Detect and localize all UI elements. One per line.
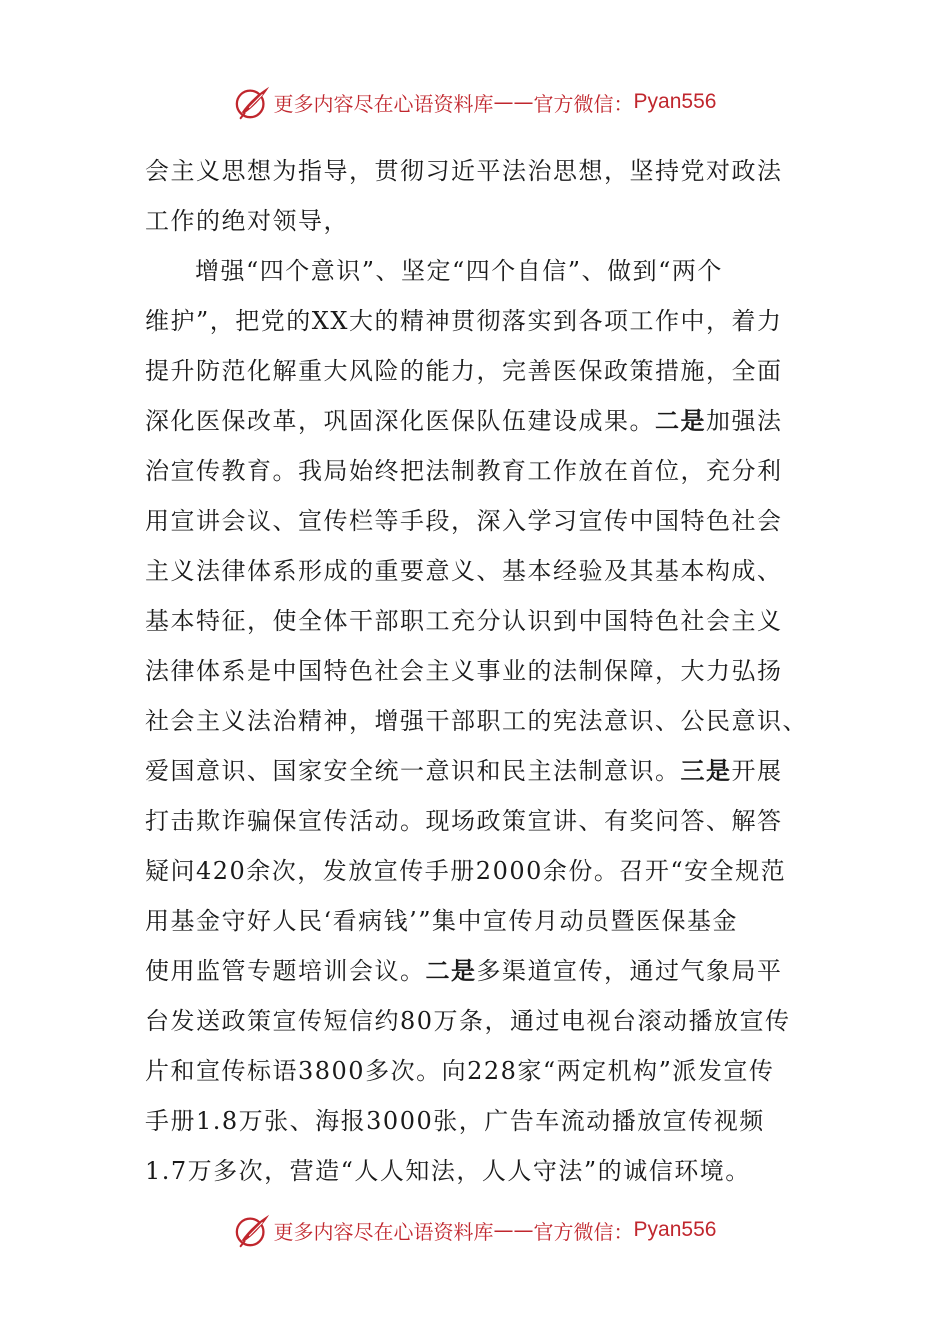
text-line (145, 396, 795, 446)
quill-pen-logo-icon (234, 1211, 272, 1249)
text-line: 1.7万多次，营造“人人知法，人人守法”的诚信环境。 (145, 1157, 751, 1185)
banner-dash: —— (493, 1218, 534, 1242)
footer-banner (0, 1208, 950, 1252)
text-line (145, 946, 795, 996)
text-line: 用宣讲会议、宣传栏等手段，深入学习宣传中国特色社会 (145, 507, 783, 535)
banner-wechat-id: Pyan556 (633, 90, 717, 113)
text-line: 社会主义法治精神，增强干部职工的宪法意识、公民意识、 (145, 707, 808, 735)
text-segment: 深化医保改革，巩固深化医保队伍建设成果。 (145, 407, 655, 435)
text-line: 手册1.8万张、海报3000张，广告车流动播放宣传视频 (145, 1107, 765, 1135)
bold-enumerator: 二是 (655, 406, 706, 435)
text-segment: 多渠道宣传，通过气象局平 (476, 957, 783, 985)
text-segment: 使用监管专题培训会议。 (145, 957, 426, 985)
text-line: 主义法律体系形成的重要意义、基本经验及其基本构成、 (145, 557, 783, 585)
document-body (145, 146, 808, 1196)
text-segment: 爱国意识、国家安全统一意识和民主法制意识。 (145, 757, 681, 785)
text-line: 维护”，把党的XX大的精神贯彻落实到各项工作中，着力 (145, 307, 783, 335)
text-line: 台发送政策宣传短信约80万条，通过电视台滚动播放宣传 (145, 1007, 791, 1035)
text-line: 用基金守好人民‘看病钱’”集中宣传月动员暨医保基金 (145, 907, 739, 935)
bold-enumerator: 二是 (425, 956, 477, 985)
banner-text: 更多内容尽在心语资料库 (273, 91, 494, 116)
banner-dash: —— (493, 90, 534, 114)
text-line: 会主义思想为指导，贯彻习近平法治思想，坚持党对政法 (145, 157, 783, 185)
header-banner (0, 80, 950, 124)
paragraph-start-line: 增强“四个意识”、坚定“四个自信”、做到“两个 (195, 257, 723, 285)
text-line: 基本特征，使全体干部职工充分认识到中国特色社会主义 (145, 607, 783, 635)
text-segment: 加强法 (706, 407, 783, 435)
bold-enumerator: 三是 (680, 756, 732, 785)
text-line: 疑问420余次，发放宣传手册2000余份。召开“安全规范 (145, 857, 787, 885)
text-line: 打击欺诈骗保宣传活动。现场政策宣讲、有奖问答、解答 (145, 807, 783, 835)
text-line: 提升防范化解重大风险的能力，完善医保政策措施，全面 (145, 357, 783, 385)
banner-text: 更多内容尽在心语资料库 (273, 1219, 494, 1244)
text-segment: 开展 (731, 757, 783, 785)
text-line: 片和宣传标语3800多次。向228家“两定机构”派发宣传 (145, 1057, 775, 1085)
text-line: 治宣传教育。我局始终把法制教育工作放在首位，充分利 (145, 457, 783, 485)
banner-wechat-id: Pyan556 (633, 1218, 717, 1241)
text-line: 法律体系是中国特色社会主义事业的法制保障，大力弘扬 (145, 657, 783, 685)
text-line (145, 746, 795, 796)
banner-wechat-label: 官方微信： (533, 1219, 634, 1244)
banner-wechat-label: 官方微信： (533, 91, 634, 116)
text-line: 工作的绝对领导， (145, 207, 349, 235)
quill-pen-logo-icon (234, 83, 272, 121)
